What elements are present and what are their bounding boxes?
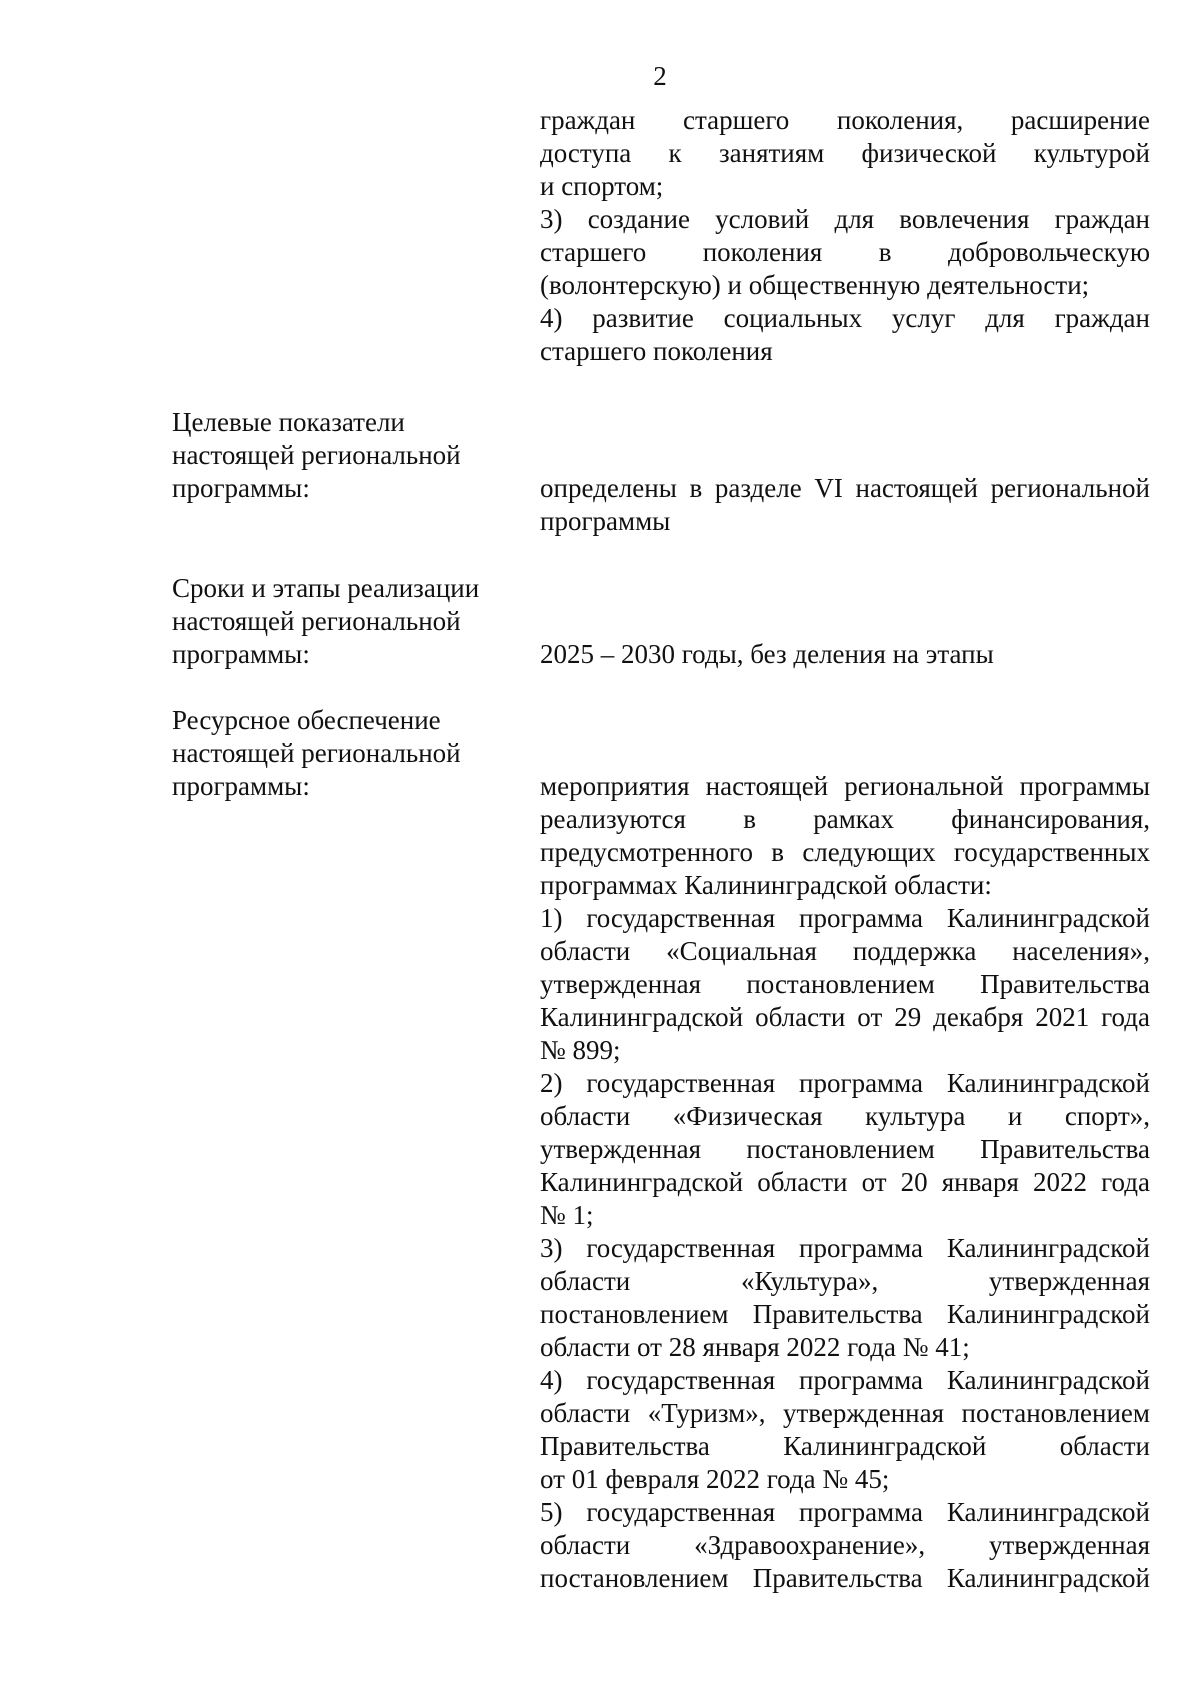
value-line: постановлением Правительства Калининградской — [540, 1299, 1150, 1329]
value-line: области «Туризм», утвержденная постановлением — [540, 1398, 1150, 1428]
value-line: утвержденная постановлением Правительства — [540, 1134, 1150, 1164]
timing-label — [172, 572, 502, 671]
intro-item4-line: 4) развитие социальных услуг для граждан — [540, 303, 1150, 333]
value-line: программы — [540, 506, 671, 536]
intro-block — [540, 104, 1150, 368]
intro-item3-line: 3) создание условий для вовлечения граждан — [540, 204, 1150, 234]
value-line: предусмотренного в следующих государственных — [540, 837, 1150, 867]
value-line: области «Здравоохранение», утвержденная — [540, 1530, 1150, 1560]
value-line: 2025 – 2030 годы, без деления на этапы — [540, 639, 994, 669]
value-line: Калининградской области от 20 января 2022 года — [540, 1167, 1150, 1197]
value-line: области «Физическая культура и спорт», — [540, 1101, 1150, 1131]
value-line: утвержденная постановлением Правительства — [540, 969, 1150, 999]
value-line: Калининградской области от 29 декабря 2021 года — [540, 1002, 1150, 1032]
value-line: мероприятия настоящей региональной программы — [540, 771, 1150, 801]
value-line: от 01 февраля 2022 года № 45; — [540, 1464, 890, 1494]
page-number: 2 — [653, 61, 667, 91]
label-line: Ресурсное обеспечение — [172, 705, 441, 735]
label-line: программы: — [172, 473, 310, 503]
label-line: Целевые показатели — [172, 407, 405, 437]
value-line: 2) государственная программа Калининградской — [540, 1068, 1150, 1098]
label-line: настоящей региональной — [172, 738, 461, 768]
label-line: программы: — [172, 639, 310, 669]
value-line: области от 28 января 2022 года № 41; — [540, 1332, 970, 1362]
value-line: Правительства Калининградской области — [540, 1431, 1150, 1461]
value-line: постановлением Правительства Калининградской — [540, 1563, 1150, 1593]
value-line: 5) государственная программа Калининградской — [540, 1497, 1150, 1527]
value-line: программах Калининградской области: — [540, 870, 992, 900]
label-line: Сроки и этапы реализации — [172, 573, 480, 603]
value-line: реализуются в рамках финансирования, — [540, 804, 1150, 834]
intro-line: доступа к занятиям физической культурой — [540, 138, 1150, 168]
label-line: программы: — [172, 771, 310, 801]
value-line: области «Социальная поддержка населения», — [540, 936, 1150, 966]
value-line: № 1; — [540, 1200, 594, 1230]
value-line: № 899; — [540, 1035, 621, 1065]
value-line: 3) государственная программа Калининградской — [540, 1233, 1150, 1263]
label-line: настоящей региональной — [172, 440, 461, 470]
intro-line: и спортом; — [540, 171, 664, 201]
targets-label — [172, 406, 502, 505]
resources-value — [540, 770, 1150, 1595]
value-line: области «Культура», утвержденная — [540, 1266, 1150, 1296]
timing-value — [540, 638, 1150, 671]
intro-item3-line: старшего поколения в добровольческую — [540, 237, 1150, 267]
label-line: настоящей региональной — [172, 606, 461, 636]
intro-item3-line: (волонтерскую) и общественную деятельности; — [540, 270, 1090, 300]
value-line: определены в разделе VI настоящей региональной — [540, 473, 1150, 503]
resources-label — [172, 704, 502, 803]
value-line: 1) государственная программа Калининградской — [540, 903, 1150, 933]
targets-value — [540, 472, 1150, 538]
intro-line: граждан старшего поколения, расширение — [540, 105, 1150, 135]
value-line: 4) государственная программа Калининградской — [540, 1365, 1150, 1395]
intro-item4-line: старшего поколения — [540, 336, 773, 366]
